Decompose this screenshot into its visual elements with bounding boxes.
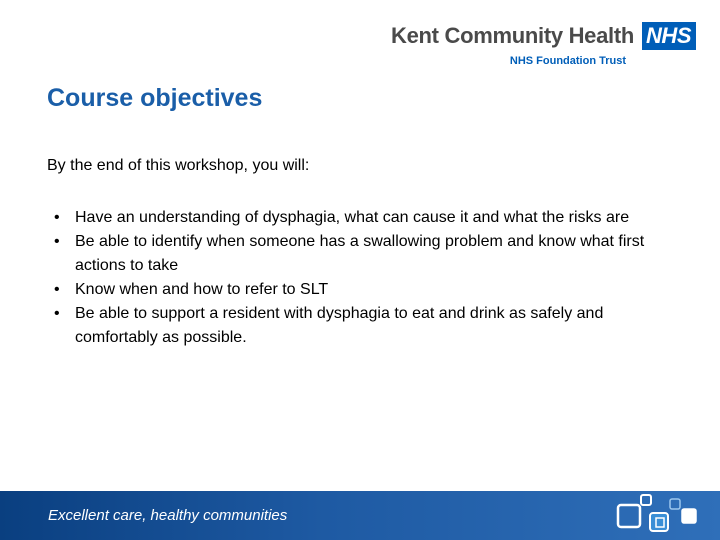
footer-tagline: Excellent care, healthy communities <box>48 507 288 524</box>
bullet-text: Be able to identify when someone has a swallowing problem and know what first actions to take <box>75 233 645 274</box>
trust-logo <box>391 22 696 67</box>
list-item <box>50 302 690 350</box>
nhs-badge: NHS <box>642 22 696 50</box>
bullet-icon: • <box>54 209 60 226</box>
slide-title: Course objectives <box>47 84 263 112</box>
list-item <box>50 278 690 302</box>
objectives-list <box>50 206 690 350</box>
bullet-text: Know when and how to refer to SLT <box>75 281 329 298</box>
bullet-text: Have an understanding of dysphagia, what can cause it and what the risks are <box>75 209 630 226</box>
bullet-icon: • <box>54 281 60 298</box>
footer-band <box>0 491 720 540</box>
logo-row <box>391 22 696 50</box>
intro-text: By the end of this workshop, you will: <box>47 157 310 174</box>
squares-logo-icon <box>612 491 712 540</box>
bullet-text: Be able to support a resident with dysphagia to eat and drink as safely and comfortably as possible. <box>75 305 604 346</box>
org-name: Kent Community Health <box>390 23 635 48</box>
list-item <box>50 206 690 230</box>
trust-name: NHS Foundation Trust <box>509 55 626 67</box>
bullet-icon: • <box>54 233 60 250</box>
list-item <box>50 230 690 278</box>
bullet-icon: • <box>54 305 60 322</box>
